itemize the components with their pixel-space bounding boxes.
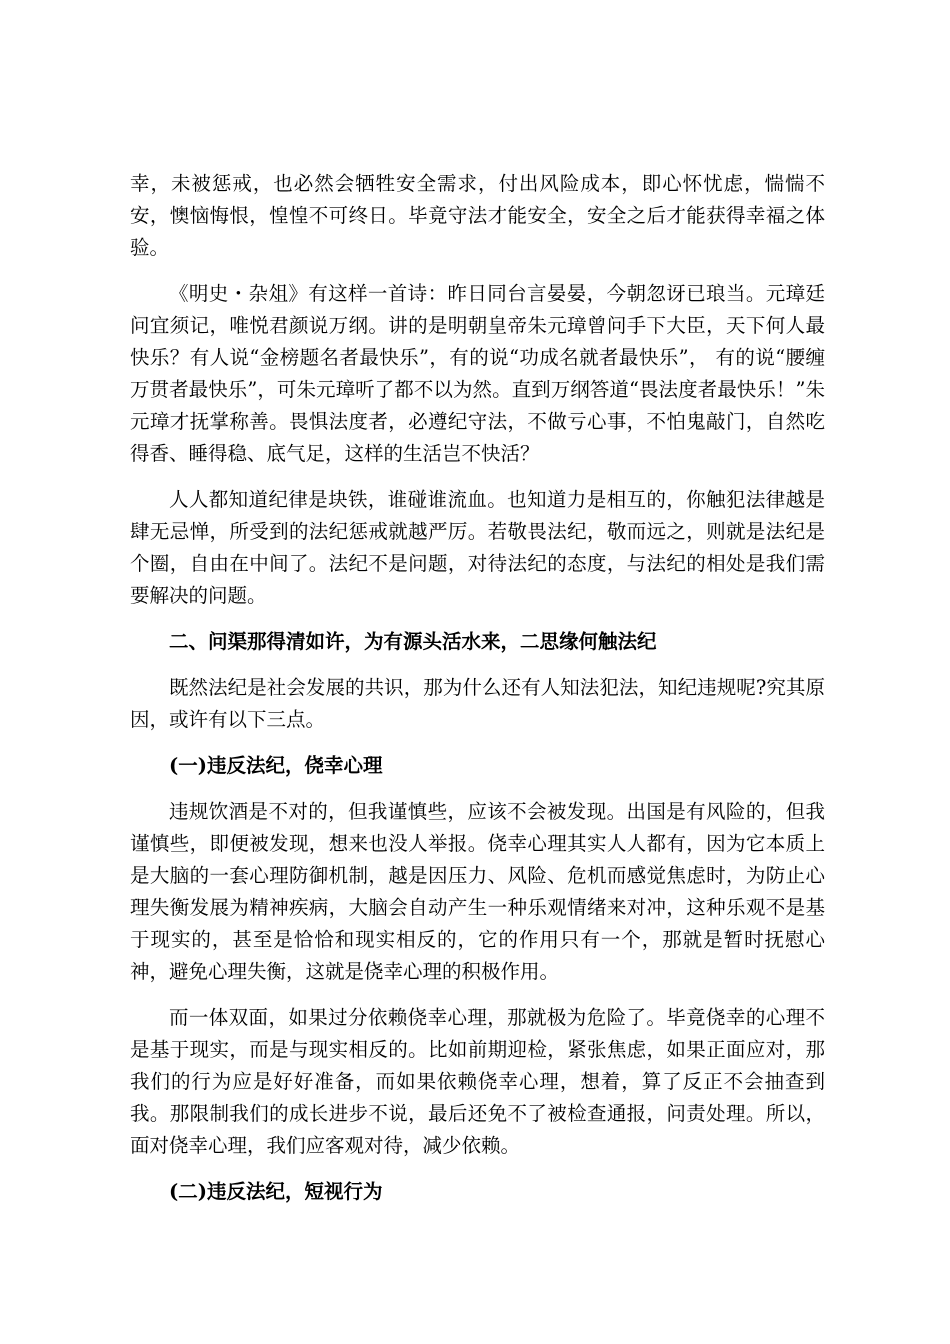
document-body [130,168,825,1222]
paragraph-2: 《明史・杂俎》有这样一首诗：昨日同台言晏晏，今朝忽讶已琅当。元璋廷问宜须记，唯悦君颜说万纲。讲的是明朝皇帝朱元璋曾问手下大臣，天下何人最快乐？有人说“金榜题名者最快乐”，有的说“功成名就者最快乐”， 有的说“腰缠万贯者最快乐”，可朱元璋听了都不以为然。直到万纲答道“畏法度者最快乐！”朱元璋才抚掌称善。畏惧法度者，必遵纪守法，不做亏心事，不怕鬼敲门，自然吃得香、睡得稳、底气足，这样的生活岂不快活？ [130,282,825,465]
section-heading-2: 二、问渠那得清如许，为有源头活水来，二思缘何触法纪 [169,630,657,653]
subsection-heading-1: (一)违反法纪，侥幸心理 [169,754,383,777]
paragraph-5: 违规饮酒是不对的，但我谨慎些，应该不会被发现。出国是有风险的，但我谨慎些，即便被发现，想来也没人举报。侥幸心理其实人人都有，因为它本质上是大脑的一套心理防御机制，越是因压力、风险、危机而感觉焦虑时，为防止心理失衡发展为精神疾病，大脑会自动产生一种乐观情绪来对冲，这种乐观不是基于现实的，甚至是恰恰和现实相反的，它的作用只有一个，那就是暂时抚慰心神，避免心理失衡，这就是侥幸心理的积极作用。 [130,800,825,983]
subsection-heading-2: (二)违反法纪，短视行为 [169,1180,383,1203]
paragraph-3: 人人都知道纪律是块铁，谁碰谁流血。也知道力是相互的，你触犯法律越是肆无忌惮，所受到的法纪惩戒就越严厉。若敬畏法纪，敬而远之，则就是法纪是个圈，自由在中间了。法纪不是问题，对待法纪的态度，与法纪的相处是我们需要解决的问题。 [130,488,825,607]
paragraph-6: 而一体双面，如果过分依赖侥幸心理，那就极为危险了。毕竟侥幸的心理不是基于现实，而是与现实相反的。比如前期迎检，紧张焦虑，如果正面应对，那我们的行为应是好好准备，而如果依赖侥幸心理，想着，算了反正不会抽查到我。那限制我们的成长进步不说，最后还免不了被检查通报，问责处理。所以，面对侥幸心理，我们应客观对待，减少依赖。 [130,1006,825,1157]
paragraph-4: 既然法纪是社会发展的共识，那为什么还有人知法犯法，知纪违规呢?究其原因，或许有以下三点。 [130,676,825,731]
paragraph-1: 幸，未被惩戒，也必然会牺牲安全需求，付出风险成本，即心怀忧虑，惴惴不安，懊恼悔恨，惶惶不可终日。毕竟守法才能安全，安全之后才能获得幸福之体验。 [130,172,825,259]
